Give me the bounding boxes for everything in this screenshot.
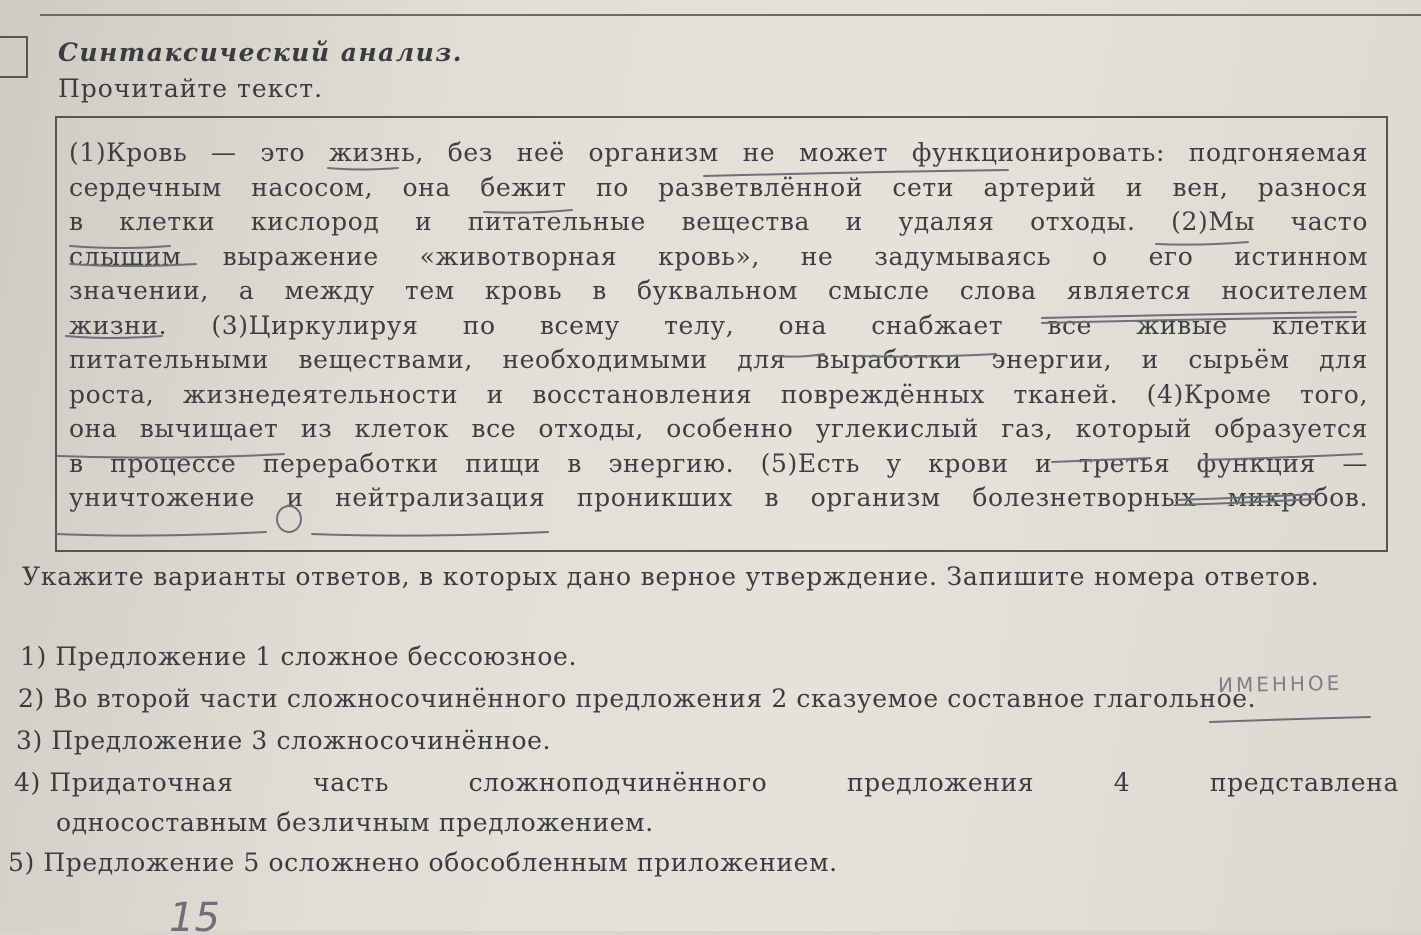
text-line: жизни. (3)Циркулируя по всему телу, она снабжает все живые клетки [69,310,1368,340]
option-4-word: предложения [846,768,1035,797]
handwritten-margin-note: ИМЕННОЕ [1217,670,1343,698]
text-line: сердечным насосом, она бежит по разветвлённой сети артерий и вен, разнося [69,172,1368,202]
option-4-word: 4) Придаточная [14,768,234,797]
option-4-word: 4 [1113,768,1131,797]
text-line: значении, а между тем кровь в буквальном смысле слова является носителем [69,276,1368,305]
text-line: питательными веществами, необходимыми для выработки энергии, и сырьём для [69,345,1368,374]
text-line: (1)Кровь — это жизнь, без неё организм не может функционировать: подгоняемая [69,138,1368,167]
option-4-word: сложноподчинённого [468,768,768,797]
text-line: в клетки кислород и питательные вещества и удаляя отходы. (2)Мы часто [69,207,1368,236]
option-4[interactable] [14,768,1399,797]
text-line: она вычищает из клеток все отходы, особенно углекислый газ, который образуется [69,414,1368,443]
reading-text-box [55,116,1388,552]
question-text: Укажите варианты ответов, в которых дано верное утверждение. Запишите номера ответов. [22,562,1320,591]
text-line: в процессе переработки пищи в энергию. (5)Есть у крови и третья функция — [69,448,1368,478]
strikethrough-mark [1210,717,1370,722]
text-line: слышим выражение «животворная кровь», не задумываясь о его истинном [69,241,1368,271]
option-4-word: часть [313,768,389,797]
option-5[interactable]: 5) Предложение 5 осложнено обособленным приложением. [8,848,838,877]
text-line: уничтожение и нейтрализация проникших в организм болезнетворных микробов. [69,483,1368,512]
option-1[interactable]: 1) Предложение 1 сложное бессоюзное. [20,642,577,671]
task-instruction: Прочитайте текст. [58,74,324,103]
option-4-continuation: односоставным безличным предложением. [56,808,654,837]
handwritten-answer-text: 15 [169,895,220,935]
option-4-word: представлена [1209,768,1399,797]
task-title: Синтаксический анализ. [58,38,463,67]
text-line: роста, жизнедеятельности и восстановления повреждённых тканей. (4)Кроме того, [69,379,1368,409]
option-3[interactable]: 3) Предложение 3 сложносочинённое. [16,726,552,755]
answer-checkbox[interactable] [0,36,28,78]
top-rule [40,0,1421,16]
handwritten-answer [165,895,285,935]
option-2[interactable]: 2) Во второй части сложносочинённого предложения 2 сказуемое составное глагольное. [18,684,1257,713]
